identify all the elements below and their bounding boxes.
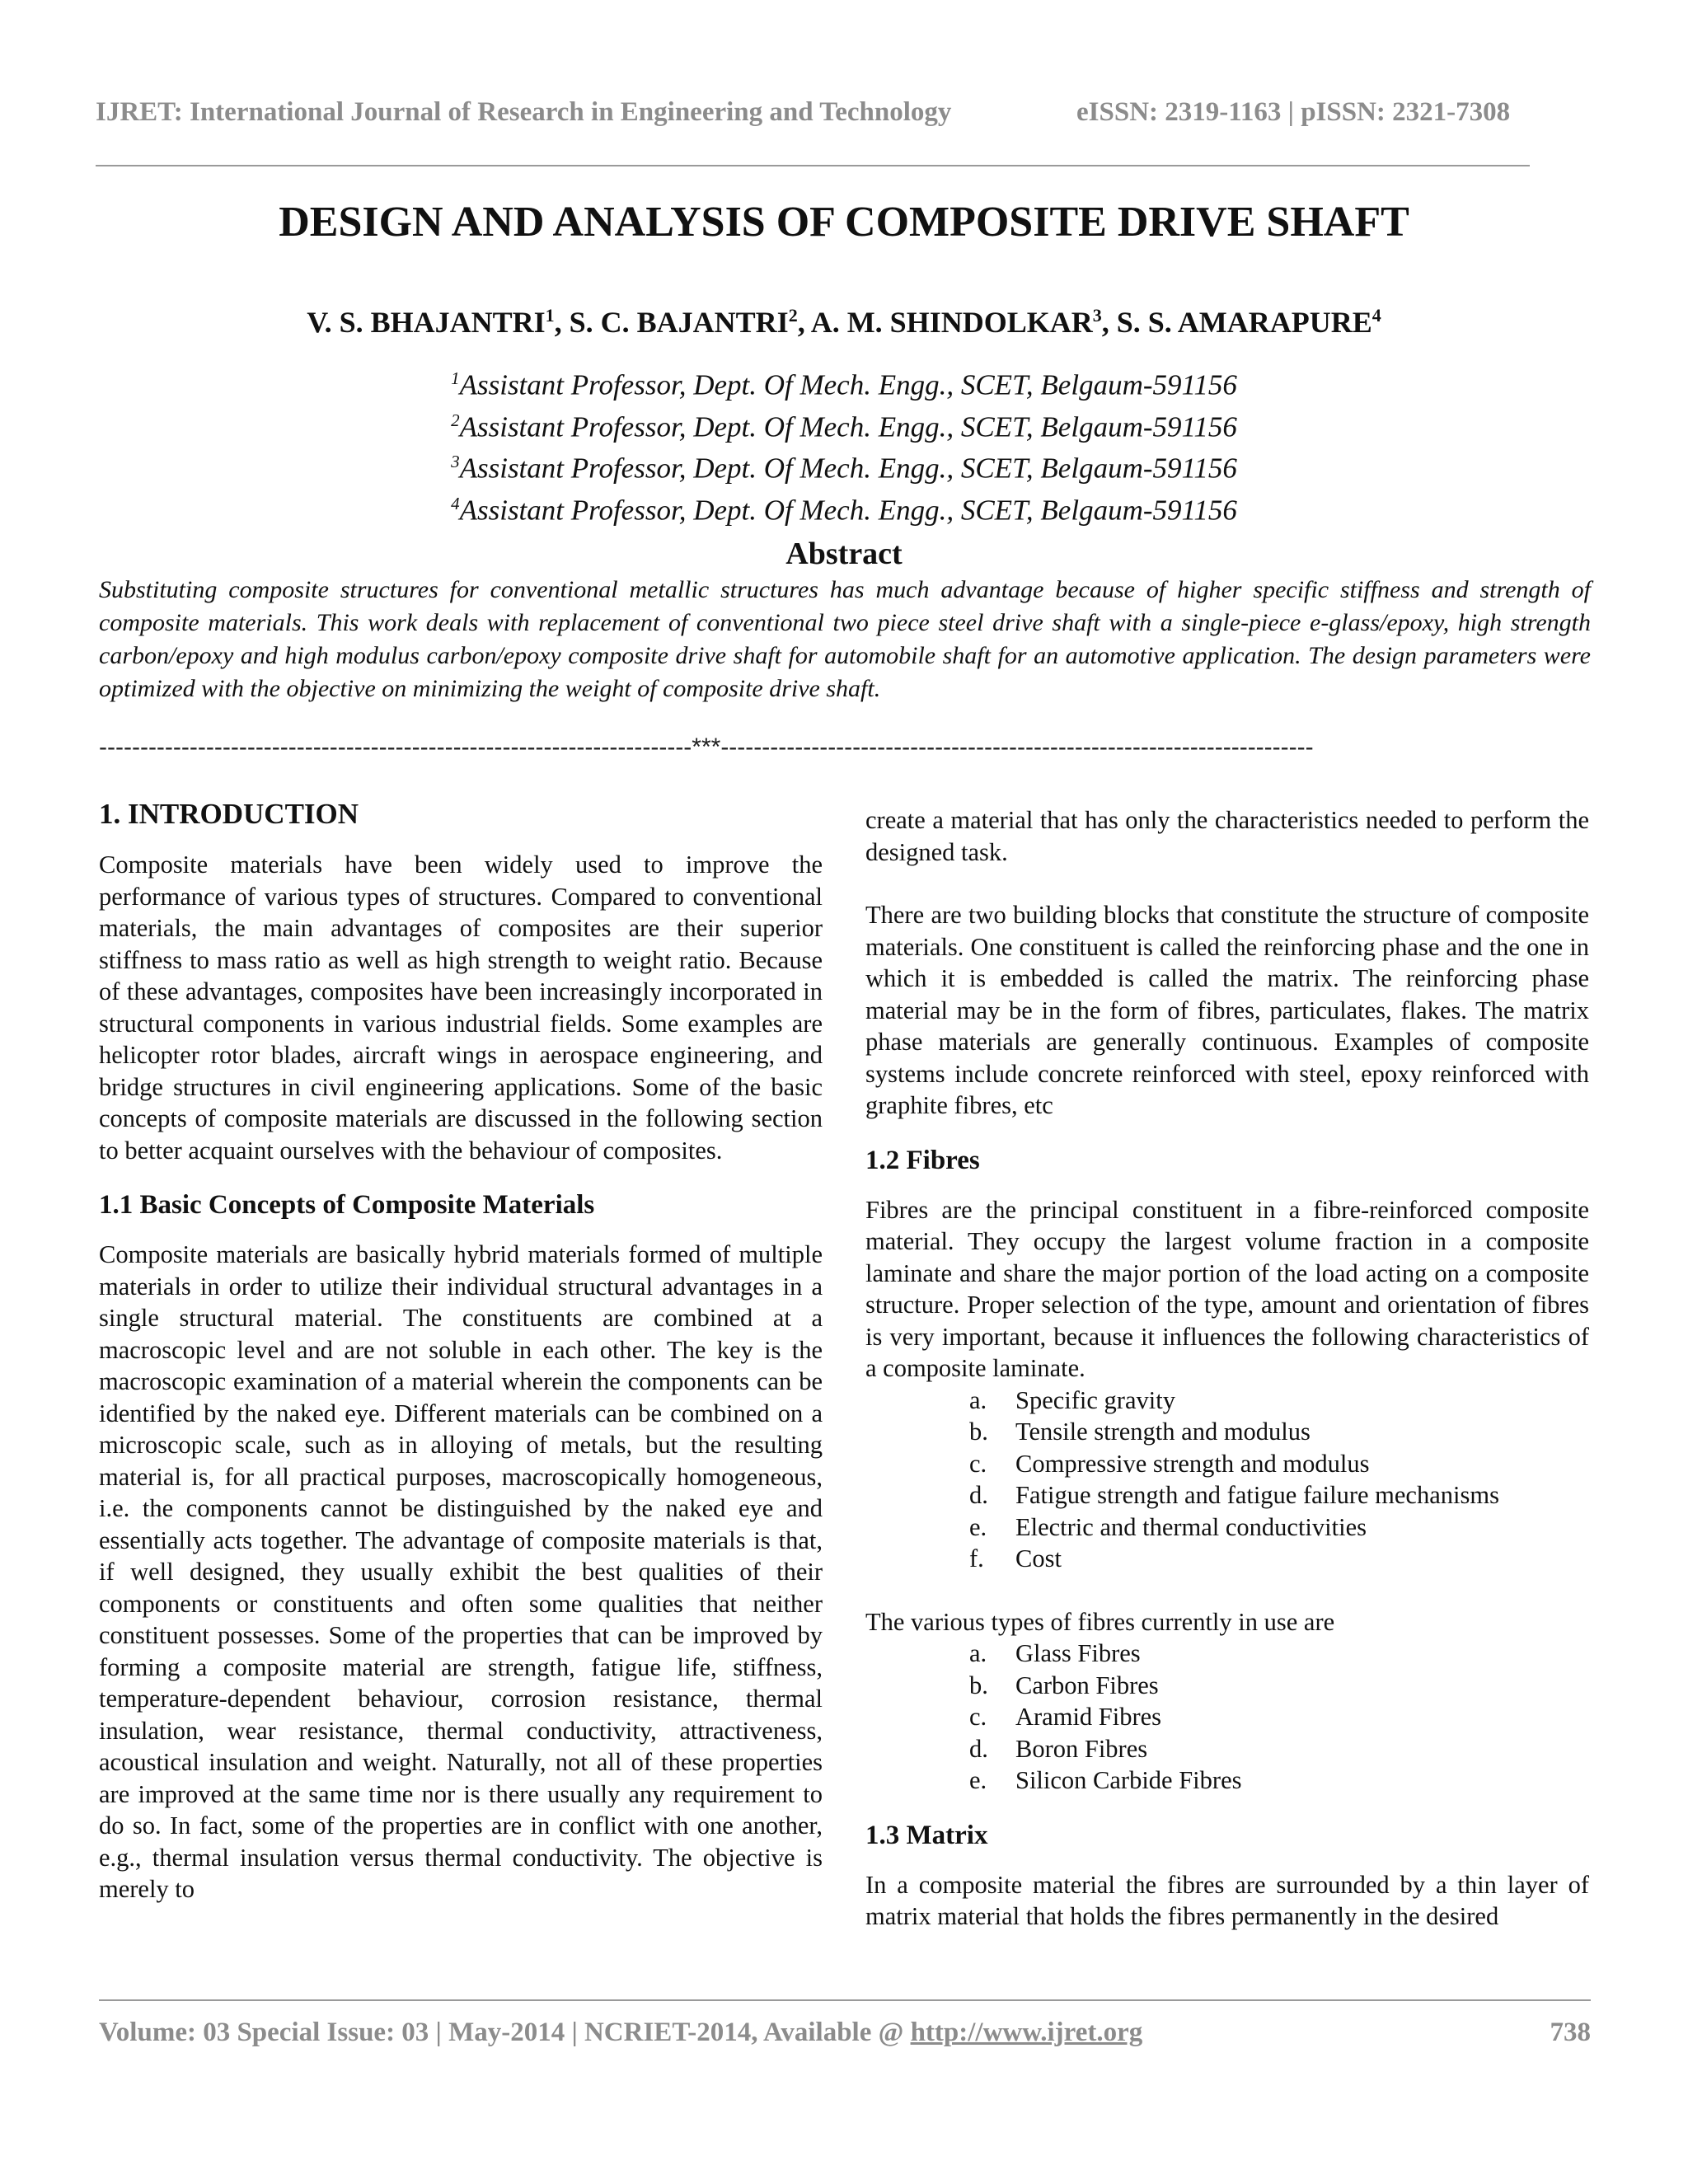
list-item [969, 1416, 1589, 1448]
matrix-paragraph: In a composite material the fibres are surrounded by a thin layer of matrix material that holds the fibres permanently in the desired [865, 1870, 1589, 1930]
list-item [969, 1701, 1589, 1733]
affiliation-text: Assistant Professor, Dept. Of Mech. Engg., SCET, Belgaum-591156 [459, 494, 1237, 527]
journal-name: IJRET: International Journal of Research in Engineering and Technology [96, 97, 952, 127]
list-marker: a. [969, 1639, 987, 1667]
affiliation [0, 486, 1688, 528]
affiliation-text: Assistant Professor, Dept. Of Mech. Engg., SCET, Belgaum-591156 [459, 452, 1237, 485]
affiliation-sup: 4 [451, 493, 460, 513]
affiliation-sup: 3 [451, 452, 460, 472]
issn-numbers: eISSN: 2319-1163 | pISSN: 2321-7308 [1076, 97, 1511, 127]
affiliation-text: Assistant Professor, Dept. Of Mech. Engg., SCET, Belgaum-591156 [459, 368, 1237, 401]
list-marker: d. [969, 1481, 988, 1509]
header-rule [96, 165, 1530, 166]
affiliation-sup: 2 [451, 410, 460, 430]
spacer [865, 1575, 1589, 1606]
list-item-text: Compressive strength and modulus [1015, 1449, 1370, 1478]
list-item-text: Boron Fibres [1015, 1734, 1148, 1763]
author-name: S. C. BAJANTRI [569, 306, 789, 339]
fibre-types-intro: The various types of fibres currently in use are [865, 1607, 1335, 1636]
list-marker: b. [969, 1418, 988, 1446]
footer-rule [99, 1999, 1591, 2001]
author-name: A. M. SHINDOLKAR [810, 306, 1093, 339]
list-marker: e. [969, 1512, 987, 1541]
list-item [969, 1765, 1589, 1797]
author-sup: 3 [1092, 305, 1102, 326]
author-name: V. S. BHAJANTRI [307, 306, 546, 339]
section-heading: 1. INTRODUCTION [99, 798, 359, 830]
fibre-types-list [865, 1638, 1589, 1797]
basic-concepts-paragraph: Composite materials are basically hybrid materials formed of multiple materials in order to utilize their individual structural advantages in a single structural material. The constituents are combined at a macroscopic level and are not soluble in each other. The key is the macroscopic examination of a material wherein the components can be identified by the naked eye. Different materials can be combined on a microscopic scale, such as in alloying of metals, but the resulting material is, for all practical purposes, macroscopically homogeneous, i.e. the components cannot be distinguished by the naked eye and essentially acts together. The advantage of composite materials is that, if well designed, they usually exhibit the best qualities of their components or constituents and often some qualities that neither constituent possesses. Some of the properties that can be improved by forming a composite material are strength, fatigue life, stiffness, temperature-dependent behaviour, corrosion resistance, thermal insulation, wear resistance, thermal conductivity, attractiveness, acoustical insulation and weight. Naturally, not all of these properties are improved at the same time nor is there usually any requirement to do so. In fact, some of the properties are in conflict with one another, e.g., thermal insulation versus thermal conductivity. The objective is merely to [99, 1240, 823, 1903]
subsection-heading: 1.1 Basic Concepts of Composite Materials [99, 1190, 595, 1220]
author-list: V. S. BHAJANTRI$^1$, S. C. BAJANTRI$^2$, A. M. SHINDOLKAR$^3$, S. S. AMARAPURE$^4$ [307, 305, 1381, 339]
author-sup: 2 [788, 305, 798, 326]
section-divider: ------------------------------------------------------------------------***------------------------------------------------------------------------ [99, 733, 1314, 761]
affiliation [0, 403, 1688, 445]
characteristics-list [865, 1385, 1589, 1575]
footer-text: Volume: 03 Special Issue: 03 | May-2014 | NCRIET-2014, Available @ [99, 2018, 911, 2047]
intro-paragraph: Composite materials have been widely used to improve the performance of various types of structures. Compared to conventional materials, the main advantages of composites are their superior stiffness to mass ratio as well as high strength to weight ratio. Because of these advantages, composites have been increasingly incorporated in structural components in various industrial fields. Some examples are helicopter rotor blades, aircraft wings in aerospace engineering, and bridge structures in civil engineering applications. Some of the basic concepts of composite materials are discussed in the following section to better acquaint ourselves with the behaviour of composites. [99, 851, 823, 1165]
list-item [969, 1733, 1589, 1765]
journal-link[interactable]: http://www.ijret.org [910, 2018, 1143, 2047]
list-item-text: Glass Fibres [1015, 1639, 1141, 1667]
list-marker: c. [969, 1449, 987, 1478]
left-column [99, 796, 823, 1905]
list-item [969, 1543, 1589, 1575]
list-marker: e. [969, 1766, 987, 1794]
list-item [969, 1448, 1589, 1480]
list-marker: d. [969, 1734, 988, 1763]
building-blocks-paragraph: There are two building blocks that constitute the structure of composite materials. One constituent is called the reinforcing phase and the one in which it is embedded is called the matrix. The reinforcing phase material may be in the form of fibres, particulates, flakes. The matrix phase materials are generally continuous. Examples of composite systems include concrete reinforced with steel, epoxy reinforced with graphite fibres, etc [865, 901, 1589, 1119]
list-item-text: Aramid Fibres [1015, 1703, 1162, 1731]
list-item [969, 1670, 1589, 1702]
list-item-text: Cost [1015, 1544, 1062, 1572]
list-item-text: Silicon Carbide Fibres [1015, 1766, 1242, 1794]
list-marker: f. [969, 1544, 984, 1572]
list-item-text: Specific gravity [1015, 1385, 1175, 1414]
list-item [969, 1385, 1589, 1417]
continued-paragraph: create a material that has only the characteristics needed to perform the designed task. [865, 806, 1589, 866]
running-footer [99, 2018, 1591, 2048]
list-marker: a. [969, 1385, 987, 1414]
affiliation [0, 444, 1688, 486]
abstract-text: Substituting composite structures for conventional metallic structures has much advantage because of higher specific stiffness and strength of composite materials. This work deals with replacement of conventional two piece steel drive shaft with a single-piece e-glass/epoxy, high strength carbon/epoxy and high modulus carbon/epoxy composite drive shaft for automobile shaft for an automotive application. The design parameters were optimized with the objective on minimizing the weight of composite drive shaft. [99, 576, 1591, 702]
fibres-paragraph: Fibres are the principal constituent in a fibre-reinforced composite material. They occupy the largest volume fraction in a composite laminate and share the major portion of the load acting on a composite structure. Proper selection of the type, amount and orientation of fibres is very important, because it influences the following characteristics of a composite laminate. [865, 1195, 1589, 1382]
list-marker: c. [969, 1703, 987, 1731]
paper-title: DESIGN AND ANALYSIS OF COMPOSITE DRIVE SHAFT [279, 199, 1409, 246]
list-item-text: Electric and thermal conductivities [1015, 1512, 1367, 1541]
author-sup: 4 [1372, 305, 1381, 326]
running-header [96, 97, 1563, 128]
list-item-text: Carbon Fibres [1015, 1671, 1159, 1699]
abstract-heading: Abstract [785, 537, 903, 571]
list-item [969, 1479, 1589, 1511]
list-marker: b. [969, 1671, 988, 1699]
affiliation-text: Assistant Professor, Dept. Of Mech. Engg., SCET, Belgaum-591156 [459, 410, 1237, 443]
list-item-text: Tensile strength and modulus [1015, 1418, 1311, 1446]
author-name: S. S. AMARAPURE [1116, 306, 1372, 339]
subsection-heading: 1.3 Matrix [865, 1820, 988, 1850]
right-column [865, 804, 1589, 1933]
list-item [969, 1511, 1589, 1544]
author-sup: 1 [545, 305, 555, 326]
affiliation [0, 361, 1688, 403]
subsection-heading: 1.2 Fibres [865, 1145, 980, 1175]
affiliation-sup: 1 [451, 368, 460, 388]
affiliation-list [0, 361, 1688, 528]
list-item [969, 1638, 1589, 1670]
page-number: 738 [1550, 2018, 1591, 2047]
list-item-text: Fatigue strength and fatigue failure mechanisms [1015, 1481, 1499, 1509]
